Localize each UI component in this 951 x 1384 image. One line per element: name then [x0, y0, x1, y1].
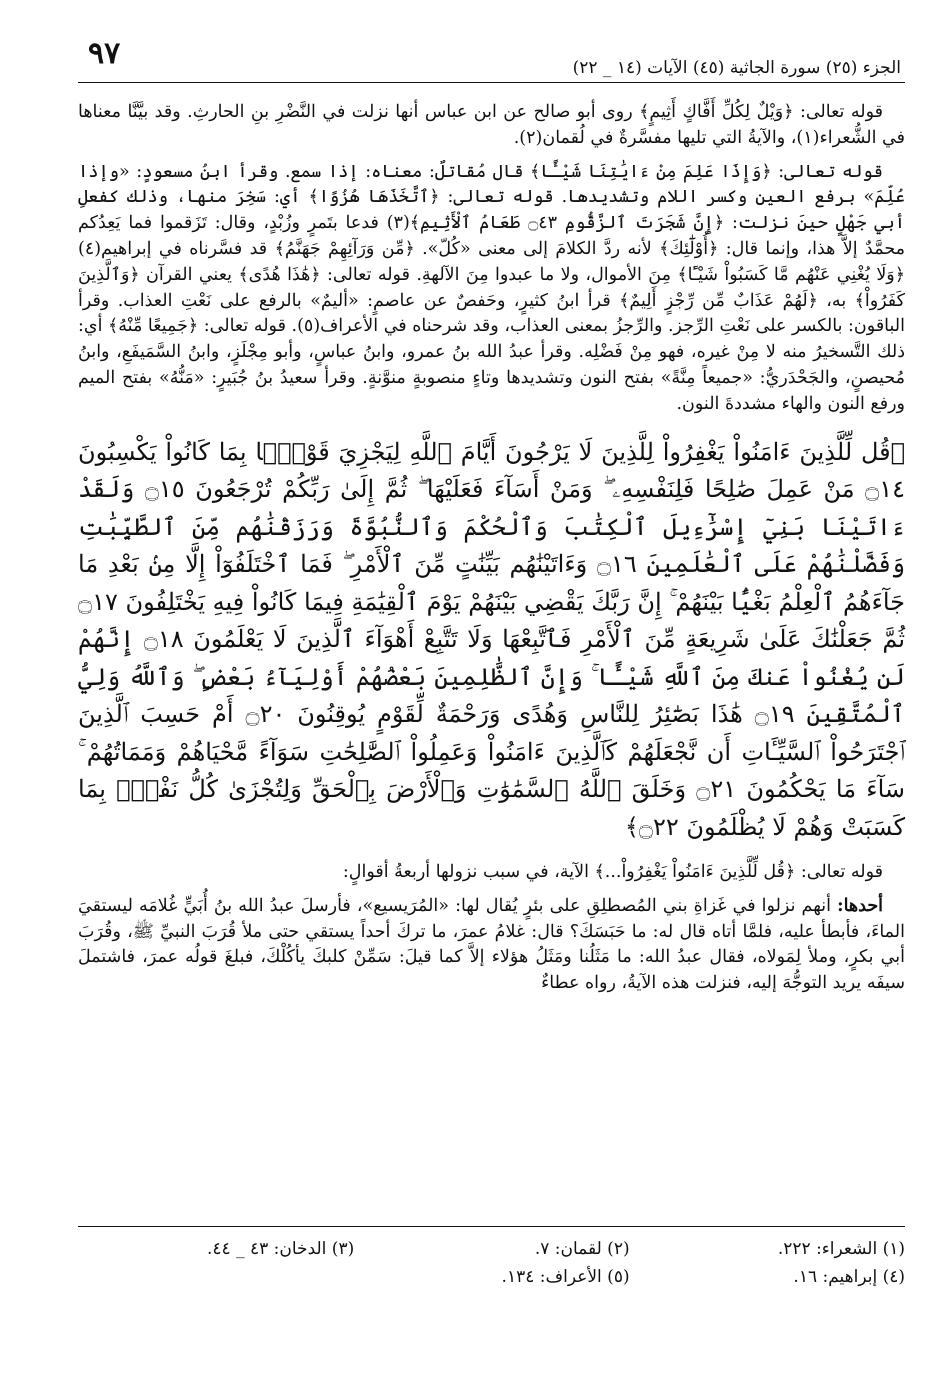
footnote-5: (٥) الأعراف: ١٣٤.: [501, 1267, 630, 1287]
footnote-row: [78, 1267, 905, 1287]
footnote-row: [78, 1239, 905, 1259]
paragraph-2: قوله تعالى: ﴿وَإِذَا عَلِمَ مِنْ ءَايَٰتِنَا شَيْـًٔا﴾ قال مُقاتلٌ: معناه: إذا سمع. وقرأ ابنُ مسعودٍ: «وإذا عُلِّمَ» برفع العين وكسر اللام وتشديدها. قوله تعالى: ﴿ٱتَّخَذَهَا هُزُوًا﴾ أي: سَخِرَ منها، وذلك كفعلِ أبي جَهْلٍ حينَ نزلت: ﴿إِنَّ شَجَرَتَ ٱلزَّقُّومِ ۝٤٣ طَعَامُ ٱلْأَثِيمِ﴾(٣) فدعا بتَمرٍ وزُبْدٍ، وقال: تَزَقموا فما يَعِدُكم محمَّدٌ إلاَّ هذا، وإنما قال: ﴿أُوْلَٰٓئِكَ﴾ لأنه ردَّ الكلامَ إلى معنى «كُلّ». ﴿مِّن وَرَآئِهِمْ جَهَنَّمُ﴾ قد فسَّرناه في إبراهيم(٤) ﴿وَلَا يُغْنِي عَنْهُم مَّا كَسَبُواْ شَيْـًٔا﴾ مِنَ الأموال، ولا ما عبدوا مِنَ الآلهةِ. قوله تعالى: ﴿هَٰذَا هُدًى﴾ يعني القرآن ﴿وَٱلَّذِينَ كَفَرُواْ﴾ به، ﴿لَهُمْ عَذَابٌ مِّن رِّجْزٍ أَلِيمٌ﴾ قرأ ابنُ كثيرٍ، وحَفصٌ عن عاصمٍ: «أليمٌ» بالرفع على نَعْتِ العذاب. وقرأ الباقون: بالكسر على نَعْتِ الرِّجز. والرِّجزُ بمعنى العذاب، وقد شرحناه في الأعراف(٥). قوله تعالى: ﴿جَمِيعًا مِّنْهُ﴾ أي: ذلك التَّسخيرُ منه لا مِنْ غيره، فهو مِنْ فَضْلِه. وقرأ عبدُ الله بنُ عمرو، وابنُ عباسٍ، وأبو مِجْلَزٍ، وابنُ السَّمَيفَعِ، وابنُ مُحيصنٍ، والجَحْدَريُّ: «جميعاً مِنَّةً» بفتح النون وتشديدها وتاءٍ منصوبةٍ منوَّنةٍ. وقرأ سعيدُ بنُ جُبَيرٍ: «مَنُّهُ» بفتح الميم ورفع النون والهاء مشددةَ النون.: [78, 161, 905, 414]
commentary-body: [78, 100, 905, 1005]
footnotes: [78, 1226, 905, 1295]
first-label: أحدها:: [837, 895, 883, 916]
page-number: ٩٧: [88, 36, 121, 71]
quran-verse-block: ﴿قُل لِّلَّذِينَ ءَامَنُواْ يَغْفِرُواْ لِلَّذِينَ لَا يَرْجُونَ أَيَّامَ ٱللَّهِ لِيَجْزِيَ قَوْمًۢا بِمَا كَانُواْ يَكْسِبُونَ ۝١٤ مَنْ عَمِلَ صَٰلِحًا فَلِنَفْسِهِۦ ۖ وَمَنْ أَسَآءَ فَعَلَيْهَا ۖ ثُمَّ إِلَىٰ رَبِّكُمْ تُرْجَعُونَ ۝١٥ وَلَقَدْ ءَاتَيْنَا بَنِيٓ إِسْرَٰٓءِيلَ ٱلْكِتَٰبَ وَٱلْحُكْمَ وَٱلنُّبُوَّةَ وَرَزَقْنَٰهُم مِّنَ ٱلطَّيِّبَٰتِ وَفَضَّلْنَٰهُمْ عَلَى ٱلْعَٰلَمِينَ ۝١٦ وَءَاتَيْنَٰهُم بَيِّنَٰتٍ مِّنَ ٱلْأَمْرِ ۖ فَمَا ٱخْتَلَفُوٓاْ إِلَّا مِنۢ بَعْدِ مَا جَآءَهُمُ ٱلْعِلْمُ بَغْيًۢا بَيْنَهُمْ ۚ إِنَّ رَبَّكَ يَقْضِي بَيْنَهُمْ يَوْمَ ٱلْقِيَٰمَةِ فِيمَا كَانُواْ فِيهِ يَخْتَلِفُونَ ۝١٧ ثُمَّ جَعَلْنَٰكَ عَلَىٰ شَرِيعَةٍ مِّنَ ٱلْأَمْرِ فَٱتَّبِعْهَا وَلَا تَتَّبِعْ أَهْوَآءَ ٱلَّذِينَ لَا يَعْلَمُونَ ۝١٨ إِنَّهُمْ لَن يُغْنُواْ عَنكَ مِنَ ٱللَّهِ شَيْـًٔا ۚ وَإِنَّ ٱلظَّٰلِمِينَ بَعْضُهُمْ أَوْلِيَآءُ بَعْضٍ ۖ وَٱللَّهُ وَلِيُّ ٱلْمُتَّقِينَ ۝١٩ هَٰذَا بَصَٰٓئِرُ لِلنَّاسِ وَهُدًى وَرَحْمَةٌ لِّقَوْمٍ يُوقِنُونَ ۝٢٠ أَمْ حَسِبَ ٱلَّذِينَ ٱجْتَرَحُواْ ٱلسَّيِّـَٔاتِ أَن نَّجْعَلَهُمْ كَٱلَّذِينَ ءَامَنُواْ وَعَمِلُواْ ٱلصَّٰلِحَٰتِ سَوَآءً مَّحْيَاهُمْ وَمَمَاتُهُمْ ۚ سَآءَ مَا يَحْكُمُونَ ۝٢١ وَخَلَقَ ٱللَّهُ ٱلسَّمَٰوَٰتِ وَٱلْأَرْضَ بِٱلْحَقِّ وَلِتُجْزَىٰ كُلُّ نَفْسٍۭ بِمَا كَسَبَتْ وَهُمْ لَا يُظْلَمُونَ ۝٢٢﴾: [78, 437, 906, 841]
footnote-1: (١) الشعراء: ٢٢٢.: [777, 1239, 905, 1259]
running-head: الجزء (٢٥) سورة الجاثية (٤٥) الآيات (١٤ _ ٢٢): [572, 58, 901, 78]
footnote-2: (٢) لقمان: ٧.: [534, 1239, 630, 1259]
paragraph-first-reason: [78, 894, 905, 997]
footnote-3: (٣) الدخان: ٤٣ _ ٤٤.: [207, 1239, 355, 1259]
paragraph-intro: قوله تعالى: ﴿قُل لِّلَّذِينَ ءَامَنُواْ يَغْفِرُواْ...﴾ الآية، في سبب نزولها أربعةُ أقوالٍ:: [342, 862, 883, 883]
paragraph-1: قوله تعالى: ﴿وَيْلٌ لِكُلِّ أَفَّاكٍ أَثِيمٍ﴾ روى أبو صالح عن ابن عباس أنها نزلت في النَّضْرِ بنِ الحارثِ. وقد بيَّنَّا معناها في الشُّعراء(١)، والآيةُ التي تليها مفسَّرةٌ في لُقمان(٢).: [78, 102, 905, 148]
first-text: أنهم نزلوا في غَزاةِ بني المُصطلِقِ على بئرٍ يُقال لها: «المُرَيسيع»، فأرسلَ عبدُ الله بنُ أُبَيٍّ غُلامَه ليستقيَ الماءَ، فأبطأ عليه، فلمَّا أتاه قال له: ما حَبَسَكَ؟ قال: غلامُ عمرَ، ما تركَ أحداً يستقي حتى ملأ قُرَبَ النبيِّ ﷺ، وقُرَبَ أبي بكرٍ، وملأ لِمَولاه، فقال عبدُ الله: ما مَثَلُنا ومَثَلُ هؤلاء إلاَّ كما قيلَ: سَمِّنْ كلبكَ يأكُلْكَ، فبلغَ قولُه عمرَ، فاشتملَ سيفَه يريد التوجُّهَ إليه، فنزلت هذه الآيةُ، رواه عطاءٌ: [78, 895, 905, 994]
footnote-4: (٤) إبراهيم: ١٦.: [793, 1267, 905, 1287]
page-header: [78, 30, 905, 83]
